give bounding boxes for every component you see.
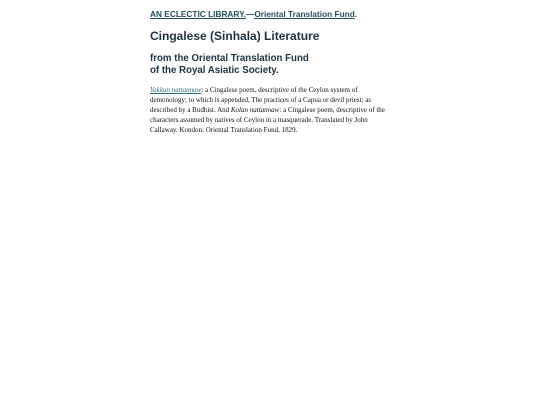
breadcrumb-end: .: [354, 9, 358, 19]
breadcrumb: [150, 9, 395, 19]
oriental-translation-fund-link[interactable]: Oriental Translation Fund: [254, 9, 355, 19]
breadcrumb-separator: —: [246, 9, 255, 19]
page-title: Cingalese (Sinhala) Literature: [150, 29, 320, 43]
page-subtitle: [150, 53, 395, 76]
yakkun-nattannaw-link[interactable]: Yakkun nattannaw: [150, 86, 202, 94]
book-entry: [150, 85, 395, 135]
entry-text-2: : a Cingalese poem, descriptive of the characters assumed by natives of Ceylon in a masquerade. Translated by John Callaway. Kondon: Oriental Translation Fund, 1829.: [150, 106, 385, 134]
eclectic-library-link[interactable]: AN ECLECTIC LIBRARY.: [150, 9, 247, 19]
main-content: [150, 9, 395, 135]
entry-italic-title: Kolan nattannaw: [230, 106, 280, 114]
entry-text-1: : a Cingalese poem, descriptive of the Ceylon system of demonology; to which is appended, The practices of a Capua or devil priest; as described by a Budhist. And: [150, 86, 372, 114]
subtitle-line-2: of the Royal Asiatic Society.: [150, 64, 279, 76]
subtitle-line-1: from the Oriental Translation Fund: [150, 53, 309, 64]
